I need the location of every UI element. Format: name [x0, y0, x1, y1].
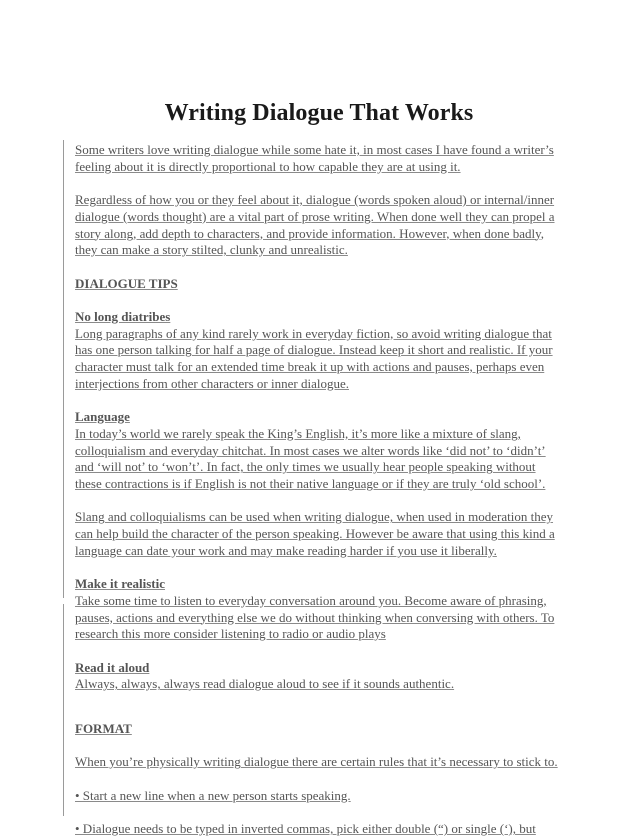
tip-text-make-it-realistic: Take some time to listen to everyday conversation around you. Become aware of phrasing, pauses, actions and everything else we do without thinking when conversing with others. To research this more consider listening to radio or audio plays [75, 592, 555, 642]
left-margin-rule [63, 140, 64, 598]
tip-text-slang: Slang and colloquialisms can be used when writing dialogue, when used in moderation they can help build the character of the person speaking. However be aware that using this kind a language can date your work and may make reading harder if you use it liberally. [75, 509, 555, 558]
tip-heading-make-it-realistic: Make it realistic [75, 576, 166, 592]
document-body [75, 142, 561, 838]
tip-heading-no-long-diatribes: No long diatribes [75, 308, 171, 324]
tip-heading-language: Language [75, 409, 130, 425]
format-intro: When you’re physically writing dialogue there are certain rules that it’s necessary to stick to. [75, 754, 558, 770]
intro-paragraph-1: Some writers love writing dialogue while some hate it, in most cases I have found a writer’s feeling about it is directly proportional to how capable they are at using it. [75, 142, 554, 174]
tips-heading: DIALOGUE TIPS [75, 275, 178, 291]
left-margin-rule-lower [63, 604, 64, 816]
tip-text-language: In today’s world we rarely speak the King’s English, it’s more like a mixture of slang, colloquialism and everyday chitchat. In most cases we alter words like ‘did not’ to ‘didn’t’ and ‘will not’ to ‘won’t’. In fact, the only times we usually hear people speaking without these contractions is if English is not their native language or if they are truly ‘old school’. [75, 425, 546, 491]
format-rule-new-line: • Start a new line when a new person starts speaking. [75, 787, 351, 803]
tip-text-no-long-diatribes: Long paragraphs of any kind rarely work in everyday fiction, so avoid writing dialogue that has one person talking for half a page of dialogue. Instead keep it short and realistic. If your character must talk for an extended time break it up with actions and pauses, perhaps even interjections from other characters or inner dialogue. [75, 325, 553, 391]
page-title: Writing Dialogue That Works [164, 100, 474, 126]
tip-text-read-it-aloud: Always, always, always read dialogue aloud to see if it sounds authentic. [75, 676, 455, 692]
tip-heading-read-it-aloud: Read it aloud [75, 659, 150, 675]
intro-paragraph-2: Regardless of how you or they feel about it, dialogue (words spoken aloud) or internal/inner dialogue (words thought) are a vital part of prose writing. When done well they can propel a story along, add depth to characters, and provide information. However, when done badly, they can make a story stilted, clunky and unrealistic. [75, 192, 555, 258]
format-rule-inverted-commas: • Dialogue needs to be typed in inverted commas, pick either double (“) or single (‘), but [75, 821, 536, 837]
format-heading: FORMAT [75, 721, 132, 737]
